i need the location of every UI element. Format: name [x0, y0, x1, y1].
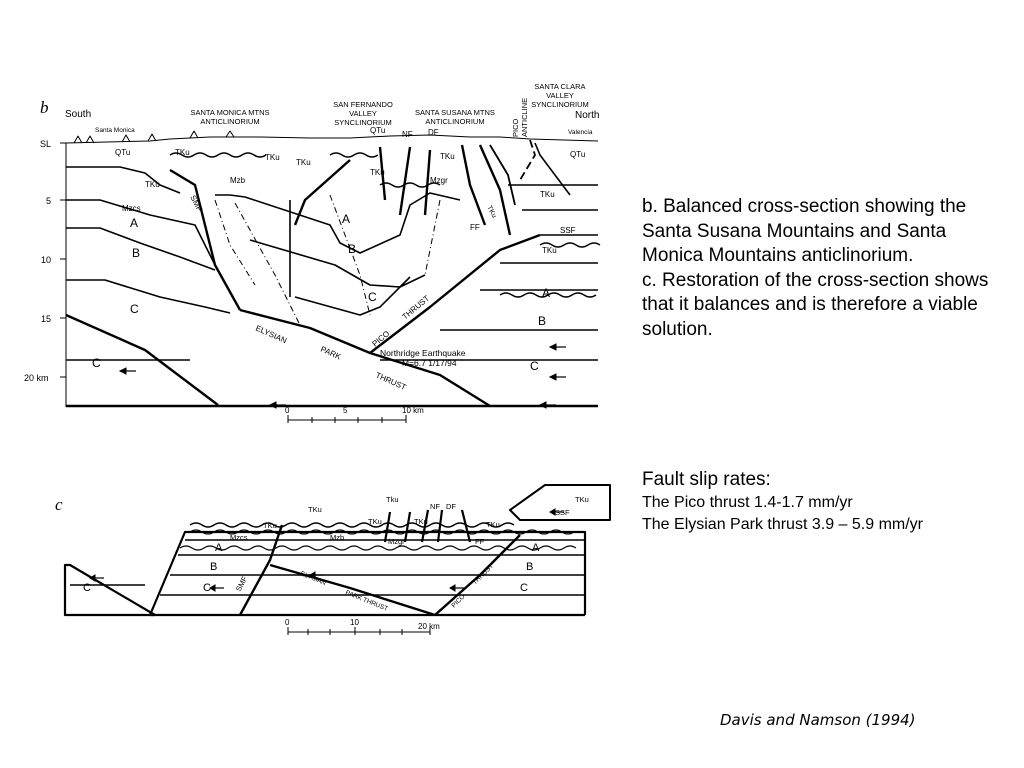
unit-tku-ne2: TKu: [542, 246, 557, 255]
depth-tick-5: 5: [46, 196, 52, 206]
caption-c: c. Restoration of the cross-section shows that it balances and is therefore a viable solution.: [642, 269, 989, 340]
region-labels: [190, 82, 588, 127]
unit-tku-valley: TKu: [370, 168, 385, 177]
depth-axis: [24, 139, 66, 407]
unit-mzgr: Mzgr: [430, 176, 448, 185]
unit-labels-b: [115, 126, 585, 255]
horizon-a-south: A: [130, 216, 139, 230]
region-san-fernando-line2: VALLEY: [349, 109, 377, 118]
c-unit-mzgr: Mzgr: [388, 537, 405, 546]
region-san-fernando-line3: SYNCLINORIUM: [334, 118, 392, 127]
unit-tku-south-2: TKu: [145, 180, 160, 189]
horizon-a-center: A: [342, 212, 351, 226]
unit-tku-ridge: TKu: [296, 158, 311, 167]
fault-elysian: ELYSIAN: [254, 323, 289, 346]
c-fault-park-thrust: PARK THRUST: [344, 589, 389, 613]
region-santa-susana-line2: ANTICLINORIUM: [425, 117, 485, 126]
c-fault-ssf: SSF: [555, 508, 570, 517]
fault-pico: PICO: [370, 329, 392, 349]
slip-rates: [642, 468, 1002, 536]
depth-tick-sl: SL: [40, 139, 52, 149]
unit-tku-south: TKu: [175, 148, 190, 157]
earthquake-label-line1: Northridge Earthquake: [380, 348, 466, 358]
earthquake-label-line2: M=6.7 1/17/94: [402, 358, 457, 368]
horizon-c-southwest: C: [92, 356, 101, 370]
c-horizon-c-west: C: [83, 582, 91, 594]
scale-b-tick-5: 5: [343, 406, 348, 415]
c-fault-nf: NF: [430, 502, 440, 511]
region-santa-clara-line1: SANTA CLARA: [534, 82, 586, 91]
c-horizon-b: B: [210, 561, 218, 573]
fault-nf: NF: [402, 130, 413, 139]
depth-tick-10: 10: [41, 255, 52, 265]
fault-thrust-pico: THRUST: [400, 293, 432, 322]
section-c-linework: [65, 485, 610, 615]
c-horizon-a: A: [215, 542, 223, 554]
unit-mzcs: Mzcs: [122, 204, 141, 213]
cross-section-c: [50, 480, 620, 640]
south-label: South: [65, 109, 92, 120]
region-santa-clara-line2: VALLEY: [546, 91, 574, 100]
region-pico-line1: PICO: [511, 118, 520, 137]
c-horizon-c: C: [203, 582, 211, 594]
c-fault-df: DF: [446, 502, 456, 511]
c-fault-smf: SMF: [233, 574, 250, 593]
slip-rate-elysian: The Elysian Park thrust 3.9 – 5.9 mm/yr: [642, 516, 923, 533]
region-san-fernando-line1: SAN FERNANDO: [333, 100, 393, 109]
c-fault-ff: FF: [475, 537, 485, 546]
unit-tku-mid: TKu: [265, 153, 280, 162]
fault-smf: SMF: [188, 193, 205, 213]
figure-caption: [642, 195, 1002, 342]
caption-b: b. Balanced cross-section showing the Santa Susana Mountains and Santa Monica Mountains anticlinorium.: [642, 196, 967, 266]
c-unit-tku-5: TKu: [486, 520, 500, 529]
c-fault-thrust: THRUST: [471, 562, 496, 587]
horizon-b-south: B: [132, 246, 141, 260]
c-unit-tku-lower: Tku: [386, 495, 399, 504]
fault-park: PARK: [319, 344, 343, 362]
unit-tku-north: TKu: [440, 152, 455, 161]
scale-bar-b: [285, 406, 424, 423]
horizon-c-center: C: [368, 290, 377, 304]
horizon-labels-c: [83, 542, 540, 594]
horizon-b-center: B: [348, 242, 357, 256]
c-fault-elysian: ELYSIAN: [299, 570, 327, 587]
c-horizon-a-east: A: [532, 542, 540, 554]
north-label: North: [575, 110, 600, 121]
region-santa-monica-line1: SANTA MONICA MTNS: [190, 108, 270, 117]
scale-c-tick-20km: 20 km: [418, 622, 440, 631]
horizon-a-north: A: [542, 286, 551, 300]
c-horizon-c-east: C: [520, 582, 528, 594]
scale-c-tick-0: 0: [285, 618, 290, 627]
c-unit-mzb: Mzb: [330, 533, 345, 542]
region-pico-line2: ANTICLINE: [520, 97, 529, 137]
fault-ssf: SSF: [560, 226, 576, 235]
panel-letter-b: b: [40, 98, 49, 117]
c-unit-tku-6: TKu: [575, 495, 589, 504]
c-unit-tku-1: TKu: [308, 505, 322, 514]
c-unit-mzcs: Mzcs: [230, 533, 248, 542]
region-santa-clara-line3: SYNCLINORIUM: [531, 100, 589, 109]
cross-section-b: [24, 75, 610, 430]
town-valencia: Valencia: [568, 129, 593, 136]
section-b-linework: [66, 131, 600, 406]
unit-tku-steep: TKu: [485, 204, 498, 220]
scale-bar-c: [285, 618, 440, 635]
panel-letter-c: c: [55, 495, 63, 514]
horizon-c-south: C: [130, 302, 139, 316]
horizon-b-north: B: [538, 314, 547, 328]
c-unit-tku-3: TKu: [368, 517, 382, 526]
scale-c-tick-10: 10: [350, 618, 359, 627]
scale-b-tick-0: 0: [285, 406, 290, 415]
depth-tick-15: 15: [41, 314, 52, 324]
slip-rates-heading: Fault slip rates:: [642, 469, 771, 490]
unit-mzb: Mzb: [230, 176, 246, 185]
scale-b-tick-10km: 10 km: [402, 406, 424, 415]
region-pico-anticline: [511, 98, 529, 137]
horizon-c-north: C: [530, 359, 539, 373]
unit-qtu-south: QTu: [115, 148, 131, 157]
unit-qtu-valley: QTu: [370, 126, 386, 135]
c-horizon-b-east: B: [526, 561, 534, 573]
depth-tick-20km: 20 km: [24, 373, 49, 383]
fault-df: DF: [428, 128, 439, 137]
town-santa-monica: Santa Monica: [95, 127, 135, 134]
region-santa-monica-line2: ANTICLINORIUM: [200, 117, 260, 126]
region-santa-susana-line1: SANTA SUSANA MTNS: [415, 108, 495, 117]
fault-ff: FF: [470, 223, 480, 232]
c-unit-tku-4: TKu: [414, 517, 428, 526]
unit-qtu-north: QTu: [570, 150, 586, 159]
slip-rate-pico: The Pico thrust 1.4-1.7 mm/yr: [642, 494, 853, 511]
c-unit-tku-2: TKu: [263, 521, 277, 530]
c-fault-pico: PICO: [450, 593, 467, 610]
unit-tku-ne1: TKu: [540, 190, 555, 199]
slip-arrows-b: [120, 344, 566, 408]
citation: Davis and Namson (1994): [720, 711, 916, 729]
fault-thrust-elysian: THRUST: [374, 370, 408, 393]
